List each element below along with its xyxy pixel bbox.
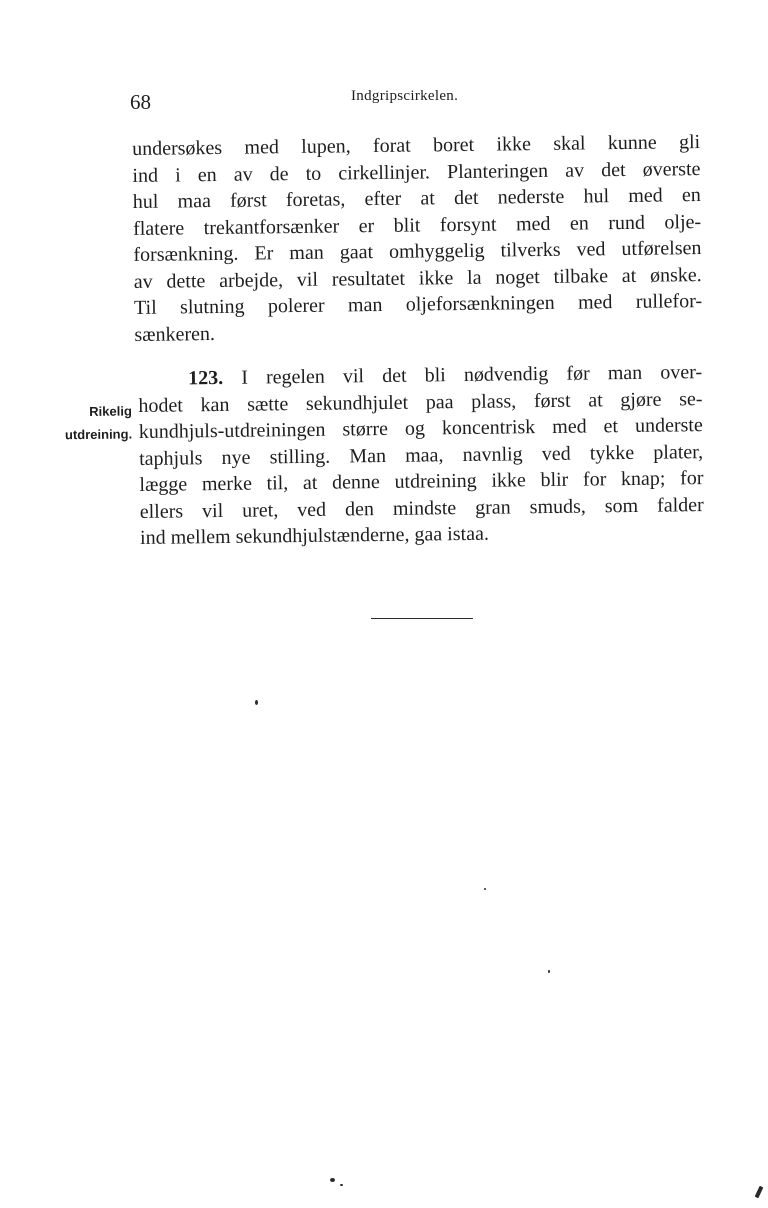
margin-note-line: Rikelig — [89, 403, 132, 419]
ink-speck — [255, 700, 258, 705]
text-line: undersøkes med lupen, forat boret ikke skal kunne gli — [132, 131, 701, 160]
text-line: flatere trekantforsænker er blit forsynt med en rund olje- — [132, 210, 702, 240]
ink-speck — [340, 1184, 343, 1186]
ink-speck — [330, 1178, 335, 1182]
paragraph-2 — [138, 359, 704, 551]
text-line: Til slutning polerer man oljeforsænkningen med rullefor- — [133, 290, 703, 319]
text-line: av dette arbejde, vil resultatet ikke la noget tilbake at ønske. — [133, 263, 702, 293]
ink-speck — [484, 888, 486, 890]
page-number: 68 — [130, 90, 151, 114]
text-line: kundhjuls-utdreiningen større og koncentrisk med et underste — [138, 414, 703, 443]
text-line: taphjuls nye stilling. Man maa, navnlig ved tykke plater, — [138, 440, 704, 470]
text-line: ind mellem sekundhjulstænderne, gaa istaa. — [139, 522, 490, 549]
running-head: Indgripscirkelen. — [351, 88, 459, 104]
text-line: ellers vil uret, ved den mindste gran smuds, som falder — [139, 493, 704, 523]
ink-speck — [755, 1186, 764, 1199]
text-line: lægge merke til, at denne utdreining ikke blir for knap; for — [139, 467, 704, 496]
text-line: hodet kan sætte sekundhjulet paa plass, først at gjøre se- — [138, 387, 703, 417]
text-line-rest: I regelen vil det bli nødvendig før man over- — [241, 361, 703, 389]
margin-note-line: utdreining. — [64, 426, 133, 443]
text-line: forsænkning. Er man gaat omhyggelig tilverks ved utførelsen — [133, 237, 702, 266]
text-line: sænkeren. — [134, 322, 216, 346]
ink-speck — [548, 970, 550, 973]
margin-note — [40, 399, 133, 446]
section-number: 123. — [188, 366, 224, 390]
paragraph-1 — [132, 129, 703, 348]
text-line: ind i en av de to cirkellinjer. Planteringen av det øverste — [132, 157, 701, 187]
section-divider — [371, 618, 473, 619]
text-line: hul maa først foretas, efter at det nederste hul med en — [132, 184, 701, 213]
